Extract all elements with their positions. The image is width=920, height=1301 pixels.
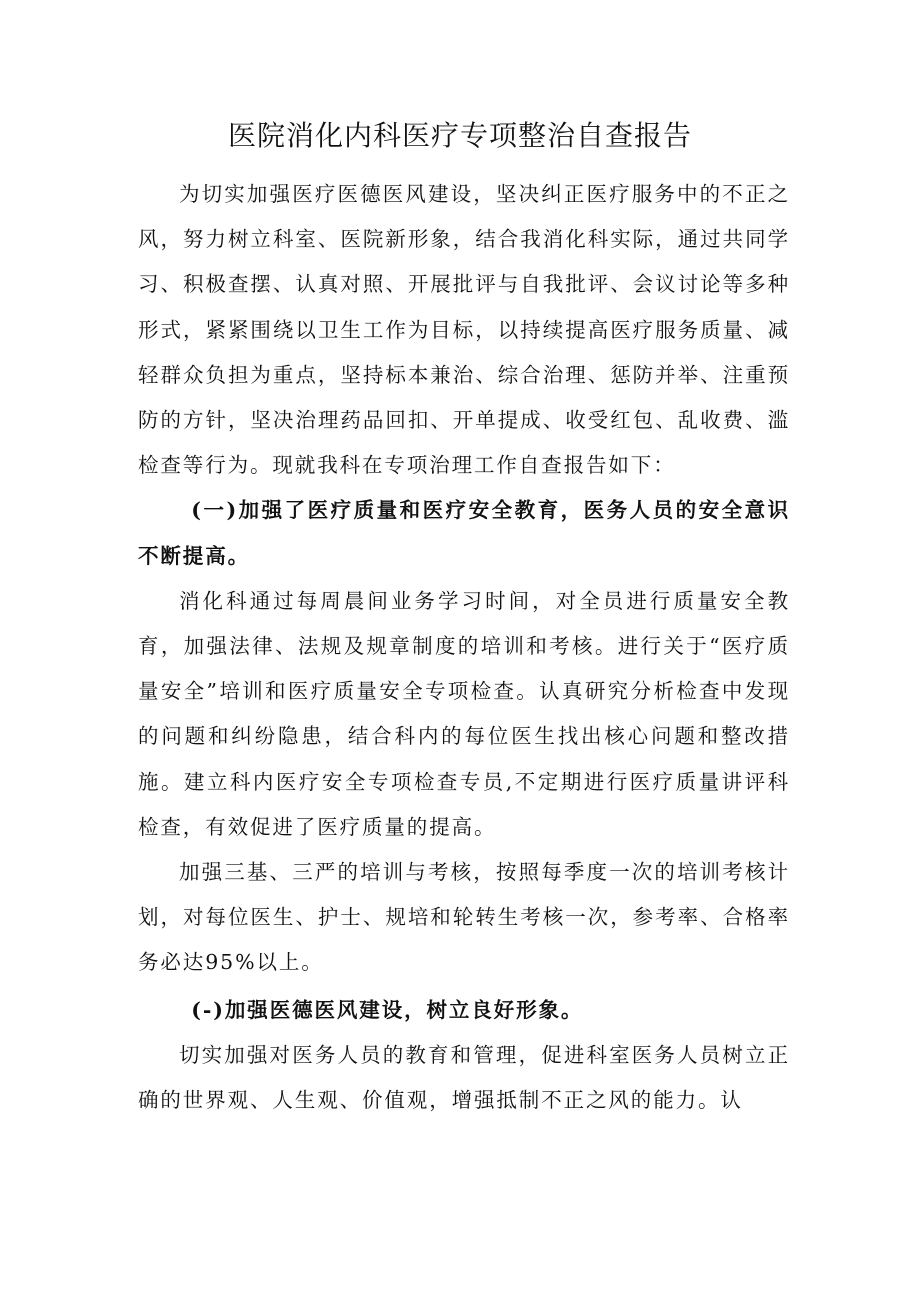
- section-heading-1: (一)加强了医疗质量和医疗安全教育，医务人员的安全意识不断提高。: [138, 498, 790, 568]
- paragraph-intro: 为切实加强医疗医德医风建设，坚决纠正医疗服务中的不正之风，努力树立科室、医院新形象，结合我消化科实际，通过共同学习、积极查摆、认真对照、开展批评与自我批评、会议讨论等多种形式，紧紧围绕以卫生工作为目标，以持续提高医疗服务质量、减轻群众负担为重点，坚持标本兼治、综合治理、惩防并举、注重预防的方针，坚决治理药品回扣、开单提成、收受红包、乱收费、滥检查等行为。现就我科在专项治理工作自查报告如下：: [138, 182, 790, 478]
- section-heading-2: (-)加强医德医风建设，树立良好形象。: [191, 997, 584, 1022]
- paragraph-safety-education: 消化科通过每周晨间业务学习时间，对全员进行质量安全教育，加强法律、法规及规章制度的培训和考核。进行关于“医疗质量安全”培训和医疗质量安全专项检查。认真研究分析检查中发现的问题和纠纷隐患，结合科内的每位医生找出核心问题和整改措施。建立科内医疗安全专项检查专员,不定期进行医疗质量讲评科检查，有效促进了医疗质量的提高。: [138, 588, 790, 839]
- paragraph-ethics: 切实加强对医务人员的教育和管理，促进科室医务人员树立正确的世界观、人生观、价值观，增强抵制不正之风的能力。认: [138, 1042, 790, 1113]
- document-title: 医院消化内科医疗专项整治自查报告: [227, 119, 692, 152]
- paragraph-training: 加强三基、三严的培训与考核，按照每季度一次的培训考核计划，对每位医生、护士、规培和轮转生考核一次，参考率、合格率务必达95%以上。: [138, 860, 790, 975]
- document-body: [138, 172, 790, 1123]
